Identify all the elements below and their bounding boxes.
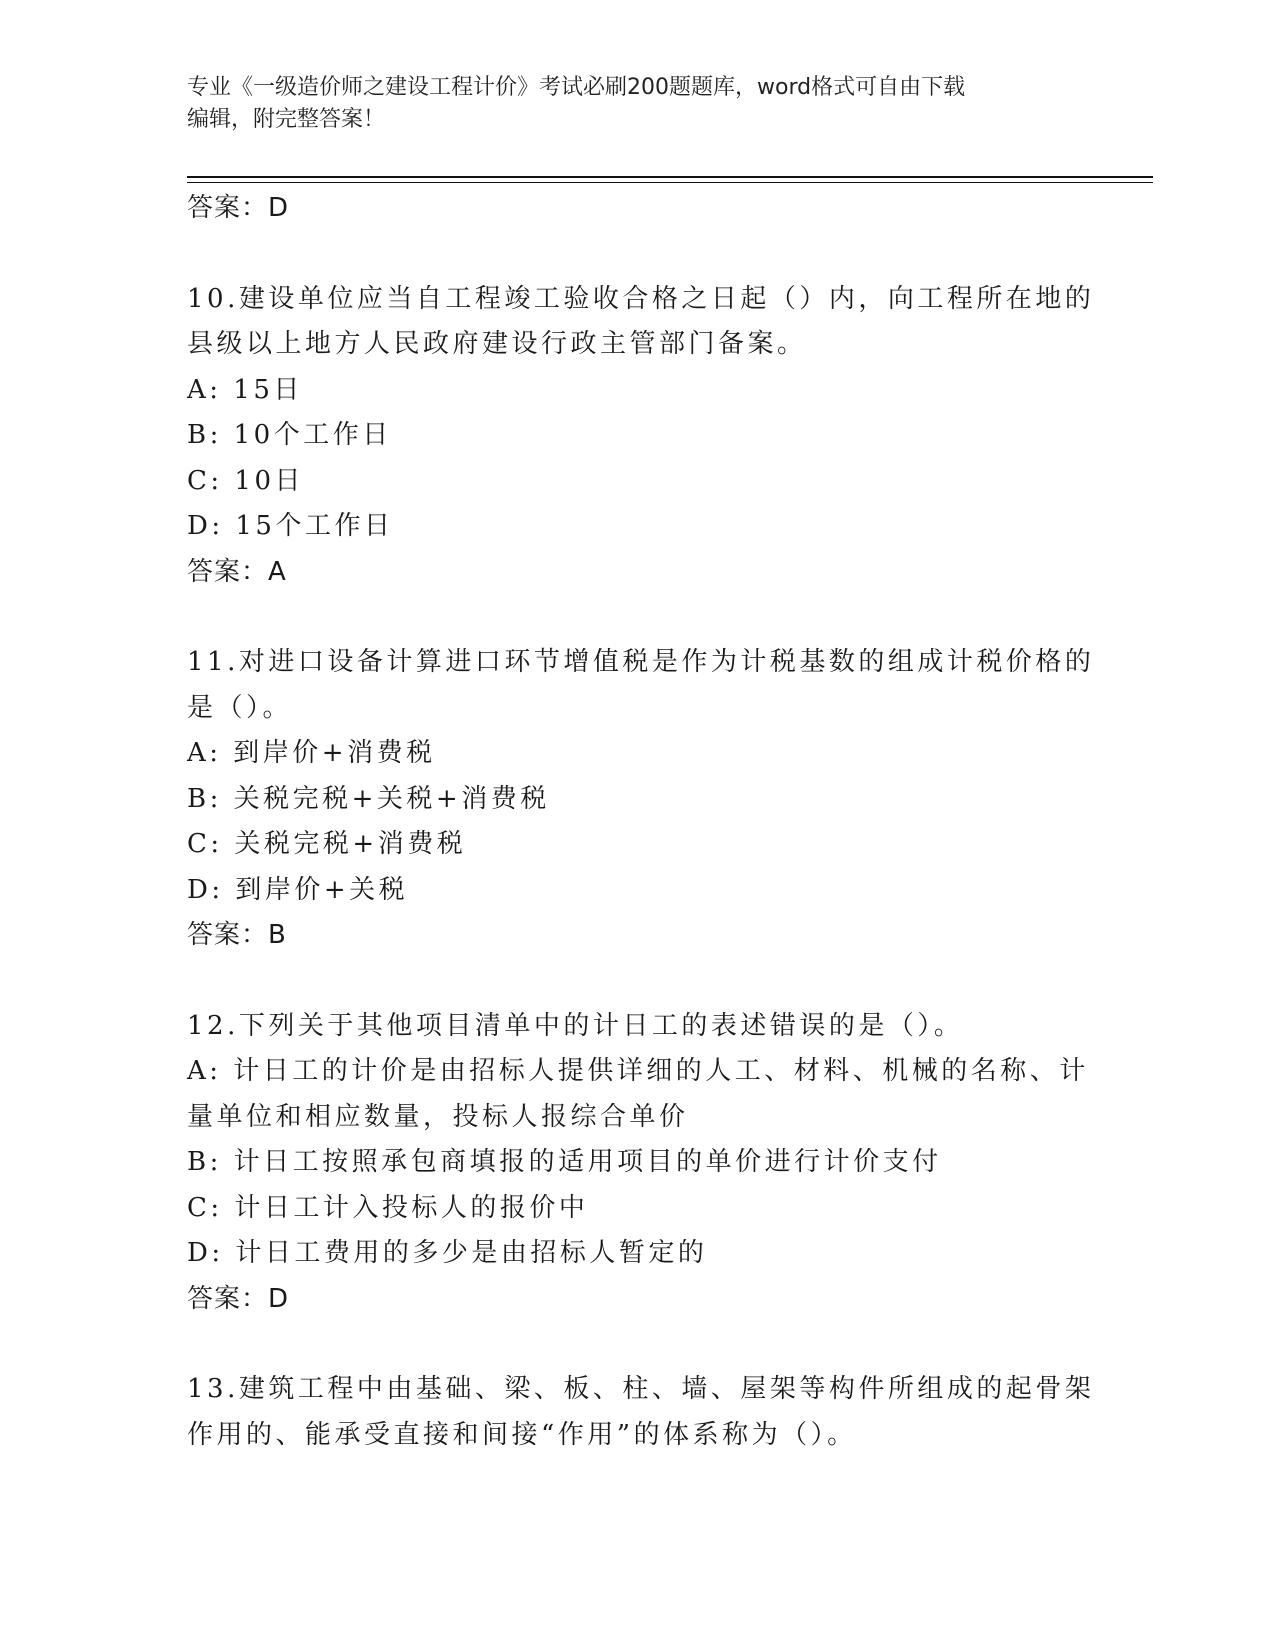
question-stem-line: 作用的、能承受直接和间接“作用”的体系称为（）。 bbox=[187, 1419, 857, 1450]
option-d: D: 到岸价+关税 bbox=[187, 874, 409, 905]
question-stem-line: 是（）。 bbox=[187, 692, 293, 723]
question-12 bbox=[187, 1004, 1087, 1323]
answer: 答案：B bbox=[187, 920, 287, 950]
option-a: A: 计日工的计价是由招标人提供详细的人工、材料、机械的名称、计 bbox=[187, 1056, 1089, 1086]
header-line-2: 编辑，附完整答案！ bbox=[187, 107, 386, 132]
answer: 答案：A bbox=[187, 556, 287, 587]
spacer bbox=[187, 959, 1087, 1004]
option-c: C: 计日工计入投标人的报价中 bbox=[187, 1192, 589, 1223]
option-a-continued: 量单位和相应数量，投标人报综合单价 bbox=[187, 1101, 689, 1132]
spacer bbox=[187, 232, 1087, 277]
header-rule-thick bbox=[187, 176, 1153, 178]
question-stem-line: 县级以上地方人民政府建设行政主管部门备案。 bbox=[187, 329, 807, 359]
question-stem-line: 11.对进口设备计算进口环节增值税是作为计税基数的组成计税价格的 bbox=[187, 647, 1095, 677]
answer: 答案：D bbox=[187, 1283, 290, 1314]
question-stem-line: 12.下列关于其他项目清单中的计日工的表述错误的是（）。 bbox=[187, 1010, 964, 1041]
option-b: B: 计日工按照承包商填报的适用项目的单价进行计价支付 bbox=[187, 1147, 942, 1177]
option-d: D: 计日工费用的多少是由招标人暂定的 bbox=[187, 1238, 708, 1268]
header-line-1: 专业《一级造价师之建设工程计价》考试必刷200题题库，word格式可自由下载 bbox=[187, 75, 966, 100]
option-a: A: 15日 bbox=[187, 374, 303, 405]
option-b: B: 关税完税+关税+消费税 bbox=[187, 783, 550, 814]
question-content bbox=[187, 186, 1095, 1458]
page-header bbox=[187, 72, 1087, 136]
option-c: C: 关税完税+消费税 bbox=[187, 829, 467, 859]
spacer bbox=[187, 1322, 1087, 1367]
question-10 bbox=[187, 277, 1095, 596]
option-a: A: 到岸价+消费税 bbox=[187, 738, 436, 768]
question-11 bbox=[187, 640, 1095, 959]
spacer bbox=[187, 595, 1087, 640]
option-b: B: 10个工作日 bbox=[187, 420, 392, 450]
question-stem-line: 10.建设单位应当自工程竣工验收合格之日起（）内，向工程所在地的 bbox=[187, 283, 1095, 314]
answer-previous: 答案：D bbox=[187, 193, 290, 223]
option-d: D: 15个工作日 bbox=[187, 511, 394, 541]
header-rule-thin bbox=[187, 182, 1153, 183]
question-13 bbox=[187, 1367, 1095, 1458]
option-c: C: 10日 bbox=[187, 465, 305, 496]
question-stem-line: 13.建筑工程中由基础、梁、板、柱、墙、屋架等构件所组成的起骨架 bbox=[187, 1374, 1095, 1404]
